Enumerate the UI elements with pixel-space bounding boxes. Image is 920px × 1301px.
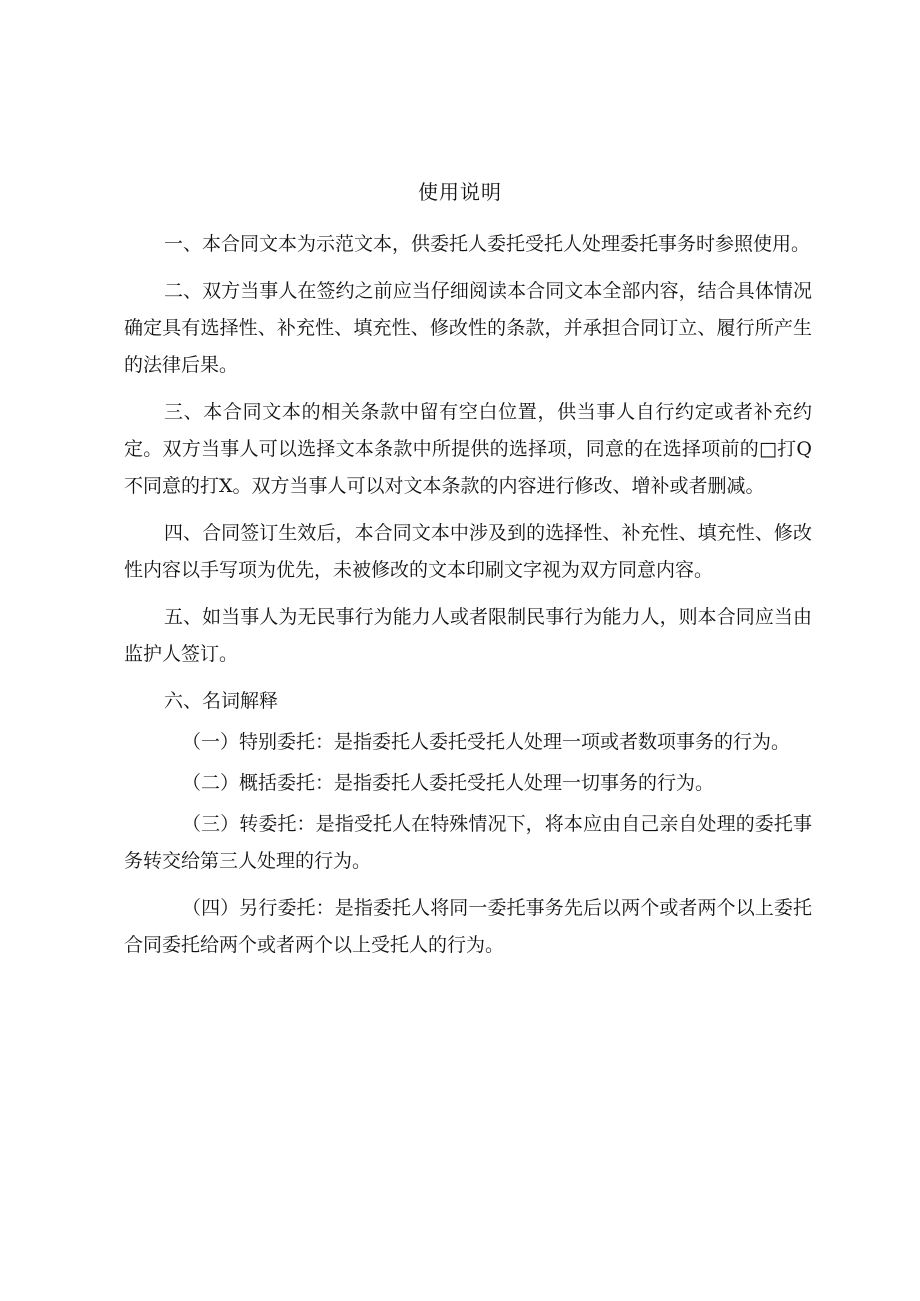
- definition-4: （四）另行委托：是指委托人将同一委托事务先后以两个或者两个以上委托合同委托给两个或者两个以上受托人的行为。: [124, 897, 812, 956]
- paragraph-3: 三、本合同文本的相关条款中留有空白位置，供当事人自行约定或者补充约定。双方当事人可以选择文本条款中所提供的选择项，同意的在选择项前的□打Q不同意的打X。双方当事人可以对文本条款的内容进行修改、增补或者删减。: [124, 401, 812, 497]
- page-title: 使用说明: [418, 180, 502, 204]
- definition-1: （一）特别委托：是指委托人委托受托人处理一项或者数项事务的行为。: [182, 731, 791, 753]
- paragraph-4: 四、合同签订生效后，本合同文本中涉及到的选择性、补充性、填充性、修改性内容以手写项为优先，未被修改的文本印刷文字视为双方同意内容。: [124, 522, 812, 581]
- document-body: [124, 226, 812, 974]
- definition-2: （二）概括委托：是指委托人委托受托人处理一切事务的行为。: [182, 772, 715, 794]
- paragraph-1: 一、本合同文本为示范文本，供委托人委托受托人处理委托事务时参照使用。: [164, 233, 811, 255]
- paragraph-5: 五、如当事人为无民事行为能力人或者限制民事行为能力人，则本合同应当由监护人签订。: [124, 606, 812, 665]
- paragraph-6-heading: 六、名词解释: [164, 690, 279, 712]
- definition-3: （三）转委托：是指受托人在特殊情况下，将本应由自己亲自处理的委托事务转交给第三人处理的行为。: [124, 813, 812, 872]
- paragraph-2: 二、双方当事人在签约之前应当仔细阅读本合同文本全部内容，结合具体情况确定具有选择性、补充性、填充性、修改性的条款，并承担合同订立、履行所产生的法律后果。: [124, 280, 812, 376]
